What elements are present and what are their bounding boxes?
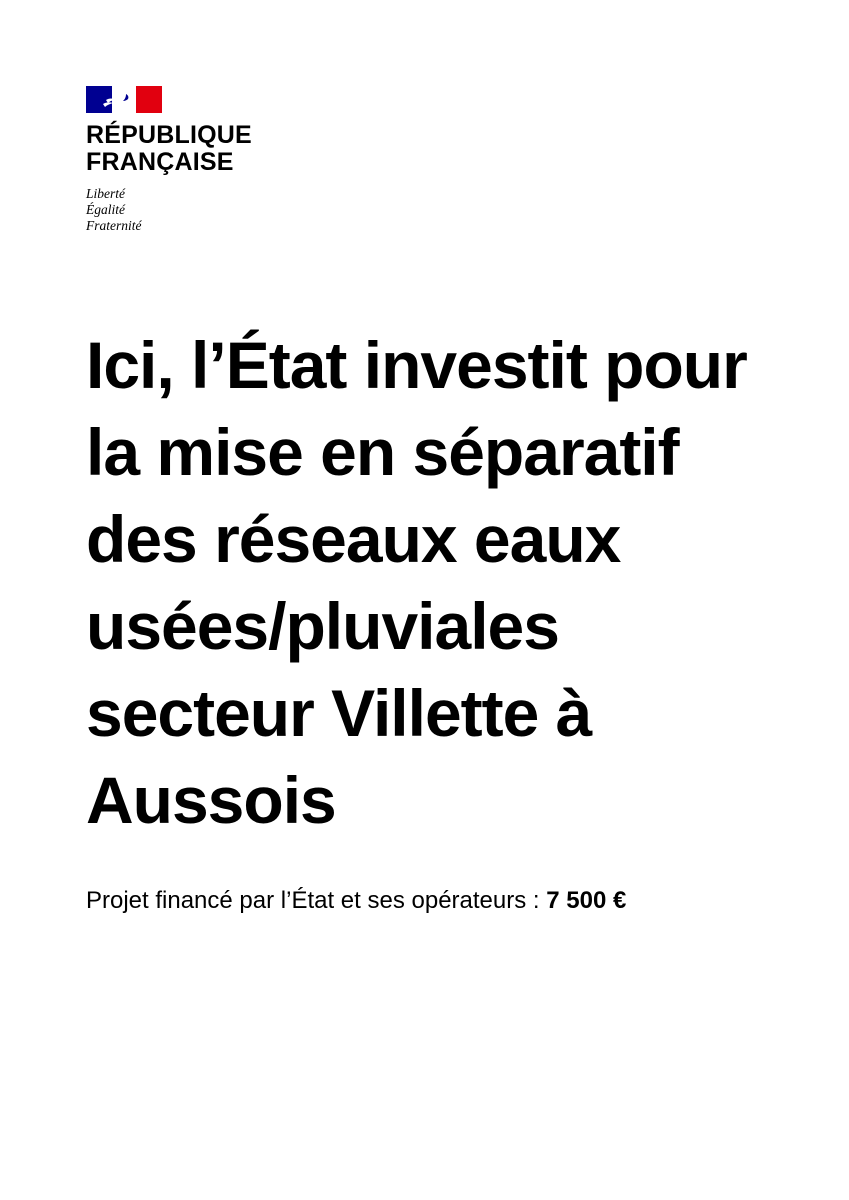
- headline-line: usées/pluviales: [86, 589, 559, 663]
- motto-liberte: Liberté: [86, 186, 125, 201]
- logo-motto: [86, 186, 286, 234]
- headline-line: secteur Villette à: [86, 676, 592, 750]
- funding-statement: [86, 884, 626, 918]
- motto-fraternite: Fraternité: [86, 218, 142, 233]
- funding-amount: 7 500 €: [546, 887, 627, 914]
- logo-name-line1: RÉPUBLIQUE: [86, 121, 252, 149]
- republique-francaise-logo: [86, 86, 286, 234]
- motto-egalite: Égalité: [86, 202, 125, 217]
- republique-francaise-wordmark: [86, 122, 286, 176]
- headline-line: Aussois: [86, 763, 336, 837]
- marianne-flag-icon: [86, 86, 162, 113]
- headline-line: la mise en séparatif: [86, 415, 679, 489]
- page-title: [86, 322, 826, 844]
- headline-line: Ici, l’État investit pour: [86, 328, 747, 402]
- logo-name-line2: FRANÇAISE: [86, 148, 234, 176]
- funding-label: Projet financé par l’État et ses opérateurs :: [86, 887, 547, 914]
- headline-line: des réseaux eaux: [86, 502, 621, 576]
